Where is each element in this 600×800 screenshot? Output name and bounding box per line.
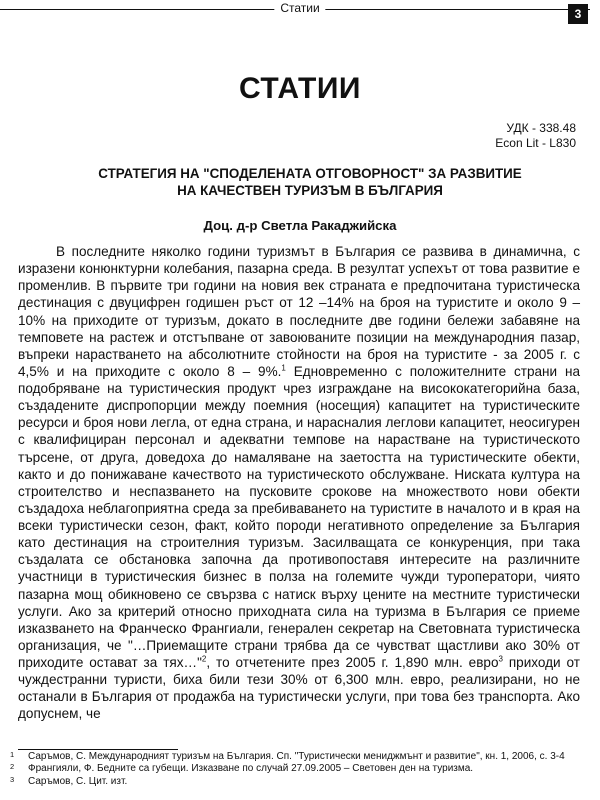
footnote-1-text: Саръмов, С. Международният туризъм на България. Сп. "Туристически мениджмънт и развитие", кн. 1, 2006, с. 3-4: [28, 751, 565, 762]
article-title-line-2: НА КАЧЕСТВЕН ТУРИЗЪМ В БЪЛГАРИЯ: [177, 183, 443, 198]
footnote-divider: [18, 749, 178, 750]
page-number: 3: [568, 4, 588, 24]
section-title: СТАТИИ: [239, 72, 361, 105]
footnotes: [8, 751, 588, 788]
body-text-part-3: , то отчетените през 2005 г. 1,890 млн. евро: [206, 655, 499, 670]
article-body: [18, 243, 580, 723]
article-title-line-1: СТРАТЕГИЯ НА "СПОДЕЛЕНАТА ОТГОВОРНОСТ" ЗА РАЗВИТИЕ: [98, 166, 522, 181]
footnote-2-number: 2: [10, 762, 15, 772]
article-title: [40, 165, 580, 199]
footnote-ref-3: 3: [498, 654, 503, 664]
udc-code: УДК - 338.48: [506, 121, 576, 135]
footnote-3: [8, 776, 588, 788]
body-text-part-2: Едновременно с положителните страни на подобряване на туристическия продукт чрез изграждане на висококатегорийна база, създадените диспропорции между поемния (носещия) капацитет на туристическите ресурси и броя нови легла, от една страна, и нарасналия леглови капацитет, неосигурен с квалифициран персонал и адекватни темпове на нарастване на туристическото търсене, от друга, доведоха до намаляване на заетостта на туристическите обекти, както и до понижаване качеството на туристическото обслужване. Ниската култура на строителство и неспазването на пусковите срокове на множеството нови обекти създадоха неблагоприятна среда за пребиваването на туристите в началото и в края на всеки туристически сезон, факт, който породи негативното определение за България като дестинация на строителния туризъм. Засилващата се конкуренция, при така създалата се обстановка започна да противопоставя интересите на различните участници в туристическия бизнес в полза на големите чужди туроператори, чиято пазарна мощ обикновено се свързва с натиск върху цените на местните туристически услуги. Ако за критерий относно приходната сила на туризма в България се приеме изказването на Франческо Франгиали, генерален секретар на Световната туристическа организация, че "…Приемащите страни трябва да се чувстват щастливи ако 30% от приходите остават за тях…": [18, 363, 580, 670]
article-author: Доц. д-р Светла Ракаджийска: [203, 218, 397, 233]
footnote-ref-1: 1: [281, 363, 286, 373]
footnote-1: [8, 751, 588, 763]
body-text-part-1: В последните няколко години туризмът в България се развива в динамична, с изразени конюнктурни колебания, пазарна среда. В резултат успехът от това развитие е променлив. В първите три години на новия век страната е предпочитана туристическа дестинация с двуцифрен годишен ръст от 12 –14% на броя на туристите и около 9 – 10% на приходите от туризъм, докато в последните две години бележи забавяне на темповете на растеж и отстъпване от завоюваните позиции на международния пазар, въпреки нарастването на абсолютните стойности на броя на туристите - за 2005 г. с 4,5% и на приходите с около 8 – 9%.: [18, 244, 580, 379]
footnote-1-number: 1: [10, 750, 15, 759]
econlit-code: Econ Lit - L830: [495, 136, 576, 150]
footnote-2: [8, 763, 588, 775]
body-text-part-4: приходи от чуждестранни туристи, биха били тези 30% от 6,300 млн. евро, реализирани, но не останали в България от продажба на туристически услуги, при това без транспорта. Ако допуснем, че: [18, 655, 580, 722]
classification-codes: [495, 121, 576, 151]
footnote-3-number: 3: [10, 774, 15, 784]
running-title: Статии: [274, 0, 325, 16]
footnote-3-text: Саръмов, С. Цит. изт.: [28, 775, 128, 787]
running-header: [0, 0, 600, 22]
footnote-ref-2: 2: [201, 654, 207, 664]
footnote-2-text: Франгияли, Ф. Бедните са губещи. Изказване по случай 27.09.2005 – Световен ден на туризма.: [28, 763, 474, 775]
